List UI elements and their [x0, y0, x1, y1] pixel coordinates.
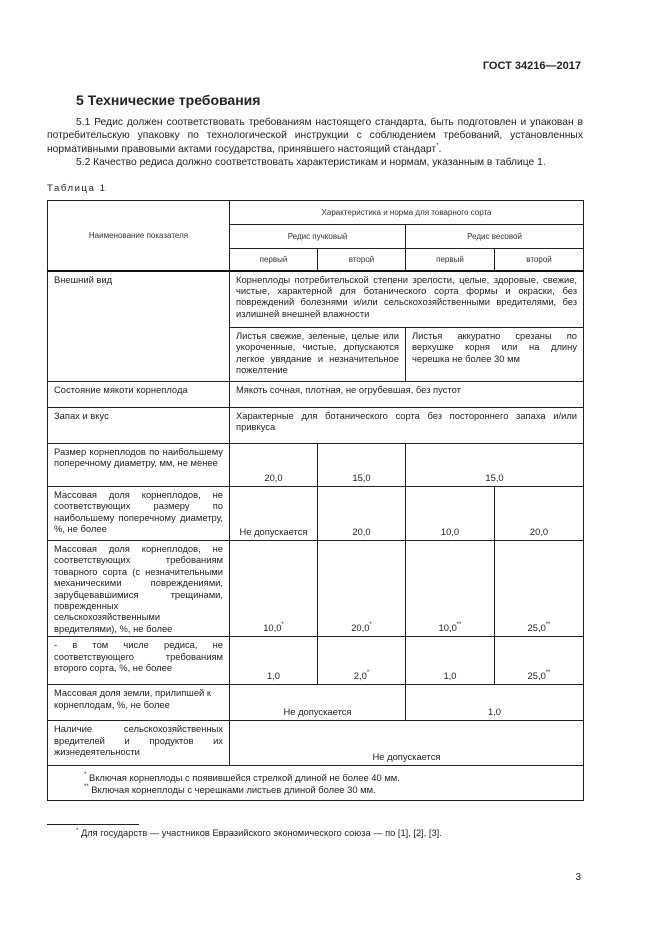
header-group: Характеристика и норма для товарного сорта	[230, 201, 584, 225]
paragraph-5-1: 5.1 Редис должен соответствовать требованиям настоящего стандарта, быть подготовлен и упакован в потребительскую упаковку по технологической инструкции с соблюдением требований, установленных нормативными правовыми актами государства, принявшего настоящий стандарт*.	[47, 117, 583, 155]
cell-value: Корнеплоды потребительской степени зрелости, целые, здоровые, свежие, чистые, характерной для ботанического сорта формы и окраски, без повреждений болезнями и/или сельскохозяйственными вредителями, без излишней внешней влажности	[230, 271, 584, 328]
header-name: Наименование показателя	[48, 201, 230, 271]
section-title: 5 Технические требования	[76, 92, 261, 108]
header-first: первый	[230, 249, 318, 271]
cell-value: Характерные для ботанического сорта без постороннего запаха и/или привкуса	[230, 408, 584, 444]
row-name: Запах и вкус	[48, 408, 230, 444]
cell-value: 10,0*	[230, 541, 318, 637]
cell-value: 20,0*	[318, 541, 406, 637]
footnote-divider	[47, 824, 139, 825]
table-caption: Таблица 1	[47, 183, 107, 194]
header-second: второй	[318, 249, 406, 271]
table-note: * Включая корнеплоды с появившейся стрелкой длиной не более 40 мм.	[84, 772, 400, 784]
table-note: ** Включая корнеплоды с черешками листьев длиной более 30 мм.	[84, 784, 376, 796]
cell-value: Листья аккуратно срезаны по верхушке корня или на длину черешка не более 30 мм	[406, 328, 584, 382]
header-second: второй	[495, 249, 584, 271]
header-bunch: Редис пучковый	[230, 225, 406, 249]
header-first: первый	[406, 249, 495, 271]
cell-value: Мякоть сочная, плотная, не огрубевшая, без пустот	[230, 382, 584, 408]
standard-number: ГОСТ 34216—2017	[482, 60, 581, 72]
footnote-mark: *	[436, 142, 439, 149]
row-name: Массовая доля земли, прилипшей к корнеплодам, %, не более	[48, 685, 230, 721]
cell-value: Не допускается	[230, 721, 584, 766]
row-name: Массовая доля корнеплодов, не соответствующих размеру по наибольшему поперечному диаметру, %, не более	[48, 487, 230, 541]
p2-text: 5.2 Качество редиса должно соответствовать характеристикам и нормам, указанным в таблице 1.	[76, 157, 546, 168]
cell-value: 1,0	[230, 637, 318, 685]
row-name: Внешний вид	[48, 271, 230, 382]
cell-value: 20,0	[495, 487, 584, 541]
cell-value: 2,0*	[318, 637, 406, 685]
row-name: Размер корнеплодов по наибольшему поперечному диаметру, мм, не менее	[48, 444, 230, 487]
cell-value: 10,0**	[406, 541, 495, 637]
cell-value: 20,0	[318, 487, 406, 541]
paragraph-5-2	[47, 156, 583, 169]
cell-value: 10,0	[406, 487, 495, 541]
p1-text: 5.1 Редис должен соответствовать требованиям настоящего стандарта, быть подготовлен и упакован в потребительскую упаковку по технологической инструкции с соблюдением требований, установленных нормативными правовыми актами государства, принявшего настоящий стандарт	[47, 117, 583, 155]
cell-value: 15,0	[318, 444, 406, 487]
cell-value: Не допускается	[230, 685, 406, 721]
cell-value: Не допускается	[230, 487, 318, 541]
cell-value: 1,0	[406, 637, 495, 685]
cell-value: 1,0	[406, 685, 584, 721]
row-name: Наличие сельскохозяйственных вредителей и продуктов их жизнедеятельности	[48, 721, 230, 766]
cell-value: Листья свежие, зеленые, целые или укороченные, чистые, допускаются легкое увядание и незначительное пожелтение	[230, 328, 406, 382]
cell-value: 25,0**	[495, 541, 584, 637]
page-footnote: * Для государств — участников Евразийского экономического союза — по [1], [2], [3].	[76, 828, 442, 838]
page-number: 3	[575, 872, 581, 883]
cell-value: 20,0	[230, 444, 318, 487]
table-notes	[48, 766, 584, 801]
header-weight: Редис весовой	[406, 225, 584, 249]
cell-value: 25,0**	[495, 637, 584, 685]
row-name: Состояние мякоти корнеплода	[48, 382, 230, 408]
cell-value: 15,0	[406, 444, 584, 487]
requirements-table	[47, 200, 584, 801]
row-name: - в том числе редиса, не соответствующего требованиям второго сорта, %, не более	[48, 637, 230, 685]
row-name: Массовая доля корнеплодов, не соответствующих требованиям товарного сорта (с незначительными механическими повреждениями, зарубцевавшимися трещинами, поврежденных сельскохозяйственными вредителями), %, не более	[48, 541, 230, 637]
